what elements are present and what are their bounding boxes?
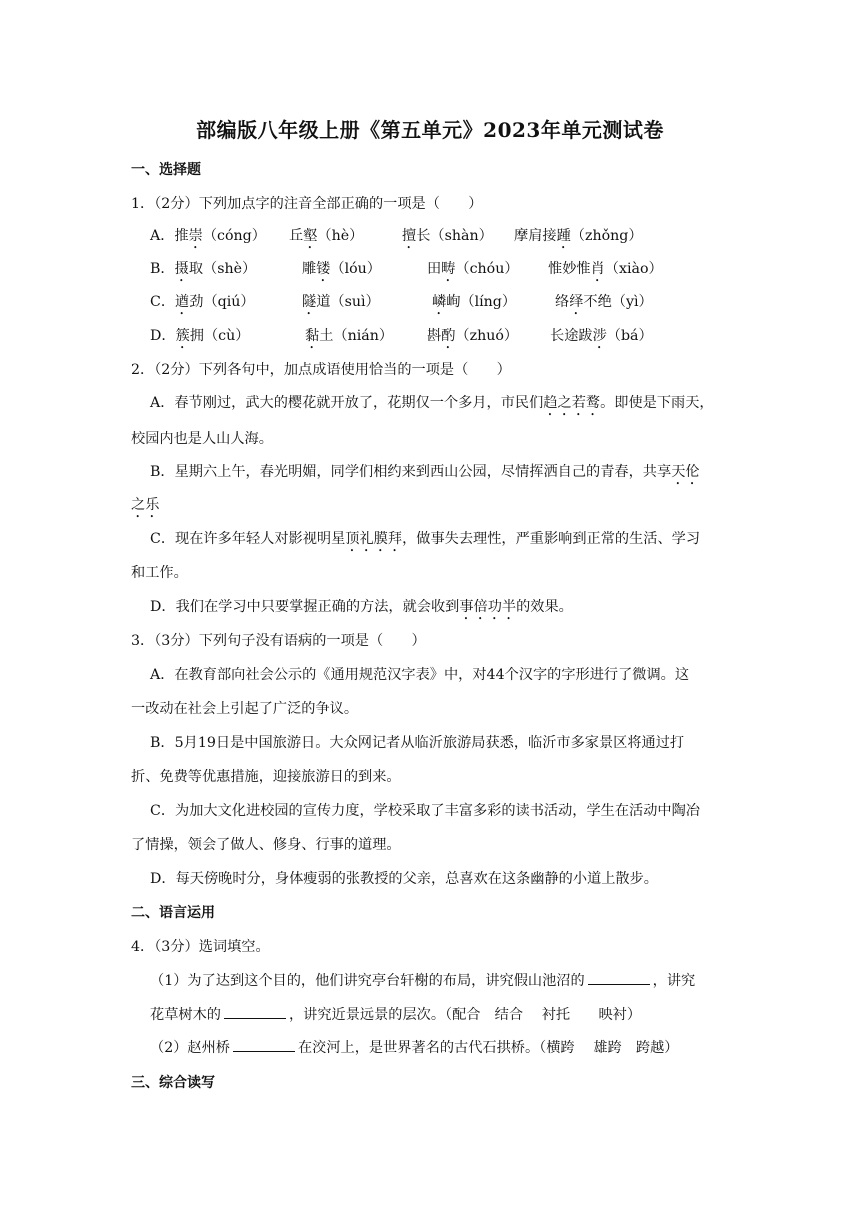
q3-option-a-line2: 一改动在社会上引起了广泛的争议。 [131,701,359,717]
q1-stem: 1．（2分）下列加点字的注音全部正确的一项是（ ） [131,196,483,212]
q3-option-d: D．每天傍晚时分，身体瘦弱的张教授的父亲，总喜欢在这条幽静的小道上散步。 [150,871,658,887]
q2-option-b-line2: 之乐 [131,497,160,513]
q2-option-a-line2: 校园内也是人山人海。 [131,431,273,447]
q3-stem: 3．（3分）下列句子没有语病的一项是（ ） [131,633,426,649]
q2-option-d: D．我们在学习中只要掌握正确的方法，就会收到事倍功半的效果。 [150,599,573,615]
q3-option-a-line1: A．在教育部向社会公示的《通用规范汉字表》中，对44个汉字的字形进行了微调。这 [150,667,690,683]
q3-option-b-line2: 折、免费等优惠措施，迎接旅游日的到来。 [131,769,401,785]
answer-blank[interactable] [233,1039,295,1052]
exam-page: 部编版八年级上册《第五单元》2023年单元测试卷 一、选择题 1．（2分）下列加点字的注音全部正确的一项是（ ） A．推崇（cóng） 丘壑（hè） 擅长（shàn） 摩肩接踵（zhǒng） B．摄取（shè） 雕镂（lóu） 田畴（chóu） 惟妙惟肖（xiào） C．遒劲（qiú） 隧道（suì） 嶙峋（líng） 络绎不绝（yì） D．簇拥（cù） 黏土（nián） 斟酌（zhuó） 长途跋涉（bá） 2．（2分）下列各句中，加点成语使用恰当的一项是（ ） A．春节刚过，武大的樱花就开放了，花期仅一个多月，市民们趋之若鹜。即使是下雨天， 校园内也是人山人海。 B．星期六上午，春光明媚，同学们相约来到西山公园，尽情挥洒自己的青春，共享天伦 之乐 C．现在许多年轻人对影视明星顶礼膜拜，做事失去理性，严重影响到正常的生活、学习 和工作。 D．我们在学习中只要掌握正确的方法，就会收到事倍功半的效果。 3．（3分）下列句子没有语病的一项是（ ） A．在教育部向社会公示的《通用规范汉字表》中，对44个汉字的字形进行了微调。这 一改动在社会上引起了广泛的争议。 B．5月19日是中国旅游日。大众网记者从临沂旅游局获悉，临沂市多家景区将通过打 折、免费等优惠措施，迎接旅游日的到来。 C．为加大文化进校园的宣传力度，学校采取了丰富多彩的读书活动，学生在活动中陶冶 了情操，领会了做人、修身、行事的道理。 D．每天傍晚时分，身体瘦弱的张教授的父亲，总喜欢在这条幽静的小道上散步。 二、语言运用 4．（3分）选词填空。 （1）为了达到这个目的，他们讲究亭台轩榭的布局，讲究假山池沼的 ，讲究 花草树木的 ，讲究近景远景的层次。（配合 结合 衬托 映衬） （2）赵州桥 在洨河上，是世界著名的古代石拱桥。（横跨 雄跨 跨越） 三、综合读写 [0,0,860,1216]
section-heading-language: 二、语言运用 [131,905,215,921]
q2-option-a-line1: A．春节刚过，武大的樱花就开放了，花期仅一个多月，市民们趋之若鹜。即使是下雨天， [150,395,714,411]
q2-stem: 2．（2分）下列各句中，加点成语使用恰当的一项是（ ） [131,362,511,378]
section-heading-reading-writing: 三、综合读写 [131,1075,215,1091]
page-title: 部编版八年级上册《第五单元》2023年单元测试卷 [196,118,664,142]
q4-part2: （2）赵州桥 在洨河上，是世界著名的古代石拱桥。（横跨 雄跨 跨越） [150,1040,679,1056]
section-heading-choice: 一、选择题 [131,162,201,178]
q2-option-b-line1: B．星期六上午，春光明媚，同学们相约来到西山公园，尽情挥洒自己的青春，共享天伦 [150,464,700,480]
q4-part1-line2: 花草树木的 ，讲究近景远景的层次。（配合 结合 衬托 映衬） [150,1007,642,1023]
q2-option-c-line1: C．现在许多年轻人对影视明星顶礼膜拜，做事失去理性，严重影响到正常的生活、学习 [150,531,701,547]
answer-blank[interactable] [588,972,650,985]
q4-part1-line1: （1）为了达到这个目的，他们讲究亭台轩榭的布局，讲究假山池沼的 ，讲究 [150,973,696,989]
q4-stem: 4．（3分）选词填空。 [131,939,270,955]
answer-blank[interactable] [224,1006,286,1019]
q3-option-c-line2: 了情操，领会了做人、修身、行事的道理。 [131,837,401,853]
q2-option-c-line2: 和工作。 [131,565,188,581]
q3-option-c-line1: C．为加大文化进校园的宣传力度，学校采取了丰富多彩的读书活动，学生在活动中陶冶 [150,803,700,819]
q3-option-b-line1: B．5月19日是中国旅游日。大众网记者从临沂旅游局获悉，临沂市多家景区将通过打 [150,735,685,751]
